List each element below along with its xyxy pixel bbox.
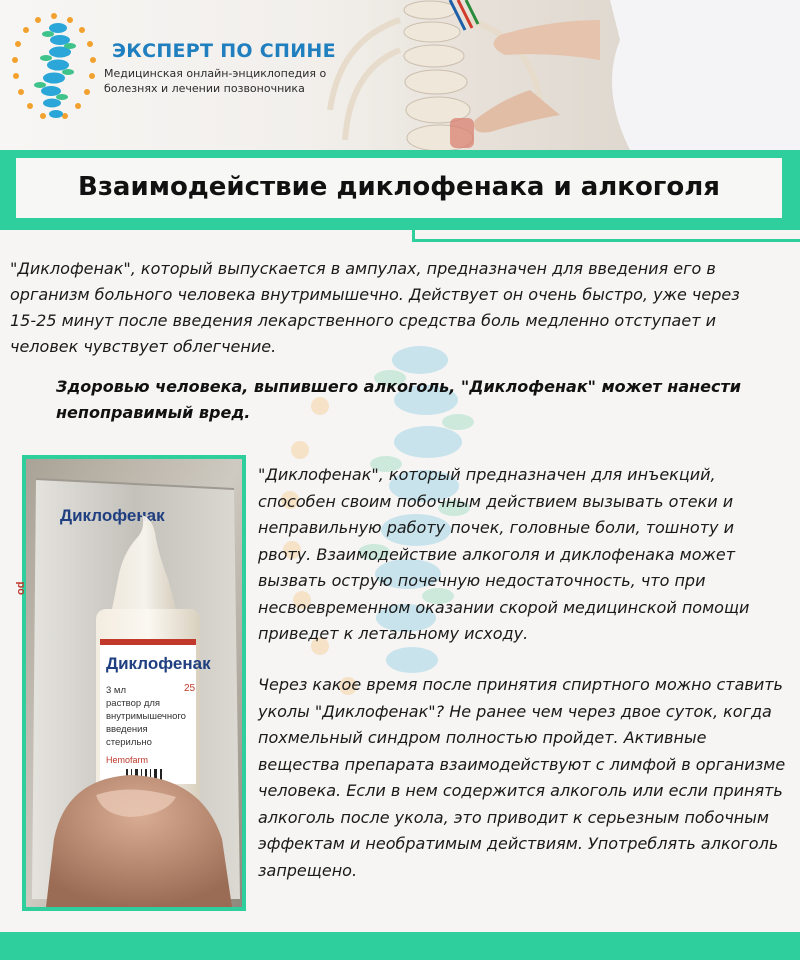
brand-title[interactable]: ЭКСПЕРТ ПО СПИНЕ (112, 40, 336, 62)
ampoule-photo (15, 455, 246, 911)
svg-text:25: 25 (184, 683, 196, 694)
site-header (0, 0, 800, 150)
warning-paragraph: Здоровью человека, выпившего алкоголь, "Диклофенак" может нанести непоправимый вред. (56, 377, 741, 422)
title-divider (412, 228, 800, 242)
svg-text:od: od (15, 581, 27, 595)
side-effects-paragraph: "Диклофенак", который предназначен для инъекций, способен своим побочным действием вызывать отеки и неправильную работу почек, головные боли, тошноту и рвоту. Взаимодействие алкоголя и диклофенака может вызвать острую почечную недостаточность, что при несвоевременном оказании скорой медицинской помощи приведет к летальному исходу. (258, 465, 750, 643)
spine-logo-icon (8, 10, 100, 128)
svg-text:внутримышечного: внутримышечного (106, 711, 186, 722)
svg-text:раствор для: раствор для (106, 698, 161, 709)
timing-paragraph: Через какое время после принятия спиртного можно ставить уколы "Диклофенак"? Не ранее чем через двое суток, когда похмельный синдром полностью пройдет. Активные вещества препарата взаимодействуют с лимфой в организме человека. Если в нем содержится алкоголь или если принять алкоголь после укола, это приводит к серьезным побочным эффектам и необратимым действиям. Употреблять алкоголь запрещено. (258, 675, 786, 880)
svg-text:3 мл: 3 мл (106, 685, 126, 696)
svg-text:введения: введения (106, 724, 148, 735)
diclofenac-ampoule-image (15, 459, 242, 907)
title-box (16, 158, 782, 220)
page-title: Взаимодействие диклофенака и алкоголя (78, 172, 720, 202)
header-spine-photo (300, 0, 800, 150)
svg-text:стерильно: стерильно (106, 737, 152, 748)
ampoule-name: Диклофенак (106, 654, 211, 673)
brand-subtitle: Медицинская онлайн-энциклопедия о болезнях и лечении позвоночника (104, 67, 327, 95)
package-label: Диклофенак (60, 506, 165, 525)
svg-text:Hemofarm: Hemofarm (106, 755, 149, 765)
intro-paragraph: "Диклофенак", который выпускается в ампулах, предназначен для введения его в организм больного человека внутримышечно. Действует он очень быстро, уже через 15-25 минут после введения лекарственного средства боль медленно отступает и человек чувствует облегчение. (10, 259, 740, 356)
footer-band (0, 932, 800, 960)
